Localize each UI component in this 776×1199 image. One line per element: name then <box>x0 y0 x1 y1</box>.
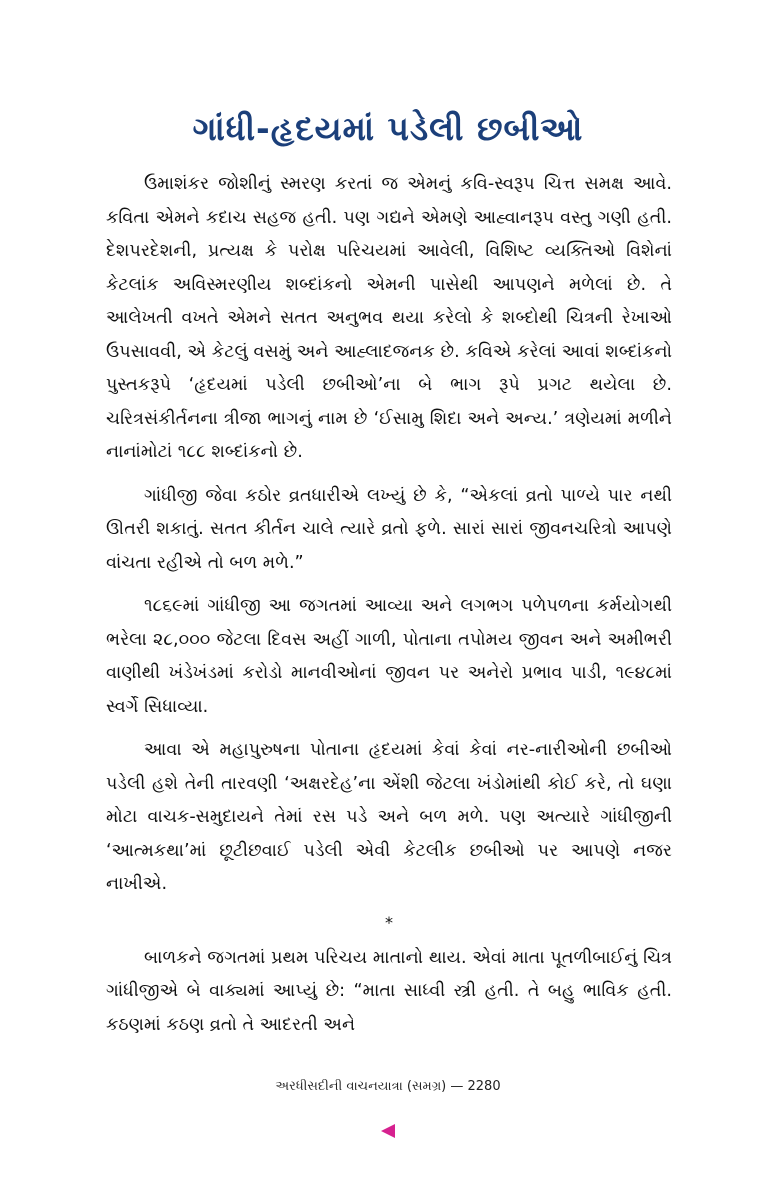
article-body <box>106 168 672 1052</box>
page-footer: અરધીસદીની વાચનયાત્રા (સમગ્ર) — 2280 <box>275 1079 501 1094</box>
paragraph-4: આવા એ મહાપુરુષના પોતાના હૃદયમાં કેવાં કેવાં નર-નારીઓની છબીઓ પડેલી હશે તેની તારવણી ‘અક્ષરદેહ’ના એંશી જેટલા ખંડોમાંથી કોઈ કરે, તો ઘણા મોટા વાચક-સમુદાયને તેમાં રસ પડે અને બળ મળે. પણ અત્યારે ગાંધીજીની ‘આત્મકથા’માં છૂટીછવાઈ પડેલી એવી કેટલીક છબીઓ પર આપણે નજર નાખીએ. <box>106 740 672 894</box>
paragraph-1: ઉમાશંકર જોશીનું સ્મરણ કરતાં જ એમનું કવિ-સ્વરૂપ ચિત્ત સમક્ષ આવે. કવિતા એમને કદાચ સહજ હતી. પણ ગદ્યને એમણે આહ્વાનરૂપ વસ્તુ ગણી હતી. દેશપરદેશની, પ્રત્યક્ષ કે પરોક્ષ પરિચયમાં આવેલી, વિશિષ્ટ વ્યક્તિઓ વિશેનાં કેટલાંક અવિસ્મરણીય શબ્દાંકનો એમની પાસેથી આપણને મળેલાં છે. તે આલેખતી વખતે એમને સતત અનુભવ થયા કરેલો કે શબ્દોથી ચિત્રની રેખાઓ ઉપસાવવી, એ કેટલું વસમું અને આહ્લાદજનક છે. કવિએ કરેલાં આવાં શબ્દાંકનો પુસ્તકરૂપે ‘હૃદયમાં પડેલી છબીઓ’ના બે ભાગ રૂપે પ્રગટ થયેલા છે. ચરિત્રસંકીર્તનના ત્રીજા ભાગનું નામ છે ‘ઈસામુ શિદા અને અન્ય.’ ત્રણેયમાં મળીને નાનાંમોટાં ૧૮૮ શબ્દાંકનો છે. <box>106 174 672 462</box>
paragraph-3: ૧૮૬૯માં ગાંધીજી આ જગતમાં આવ્યા અને લગભગ પળેપળના કર્મયોગથી ભરેલા ૨૮,૦૦૦ જેટલા દિવસ અહીં ગાળી, પોતાના તપોમય જીવન અને અમીભરી વાણીથી ખંડેખંડમાં કરોડો માનવીઓનાં જીવન પર અનેરો પ્રભાવ પાડી, ૧૯૪૮માં સ્વર્ગે સિધાવ્યા. <box>106 596 672 717</box>
paragraph-2: ગાંધીજી જેવા કઠોર વ્રતધારીએ લખ્યું છે કે, “એકલાં વ્રતો પાળ્યે પાર નથી ઊતરી શકાતું. સતત કીર્તન ચાલે ત્યારે વ્રતો ફળે. સારાં સારાં જીવનચરિત્રો આપણે વાંચતા રહીએ તો બળ મળે.” <box>106 485 672 573</box>
paragraph-5: બાળકને જગતમાં પ્રથમ પરિચય માતાનો થાય. એવાં માતા પૂતળીબાઈનું ચિત્ર ગાંધીજીએ બે વાક્યમાં આપ્યું છે: “માતા સાધ્વી સ્ત્રી હતી. તે બહુ ભાવિક હતી. કઠણમાં કઠણ વ્રતો તે આદરતી અને <box>106 947 672 1035</box>
section-separator: * <box>385 912 393 932</box>
page-title: ગાંધી-હૃદયમાં પડેલી છબીઓ <box>192 109 584 148</box>
previous-page-arrow-icon[interactable] <box>380 1124 396 1138</box>
